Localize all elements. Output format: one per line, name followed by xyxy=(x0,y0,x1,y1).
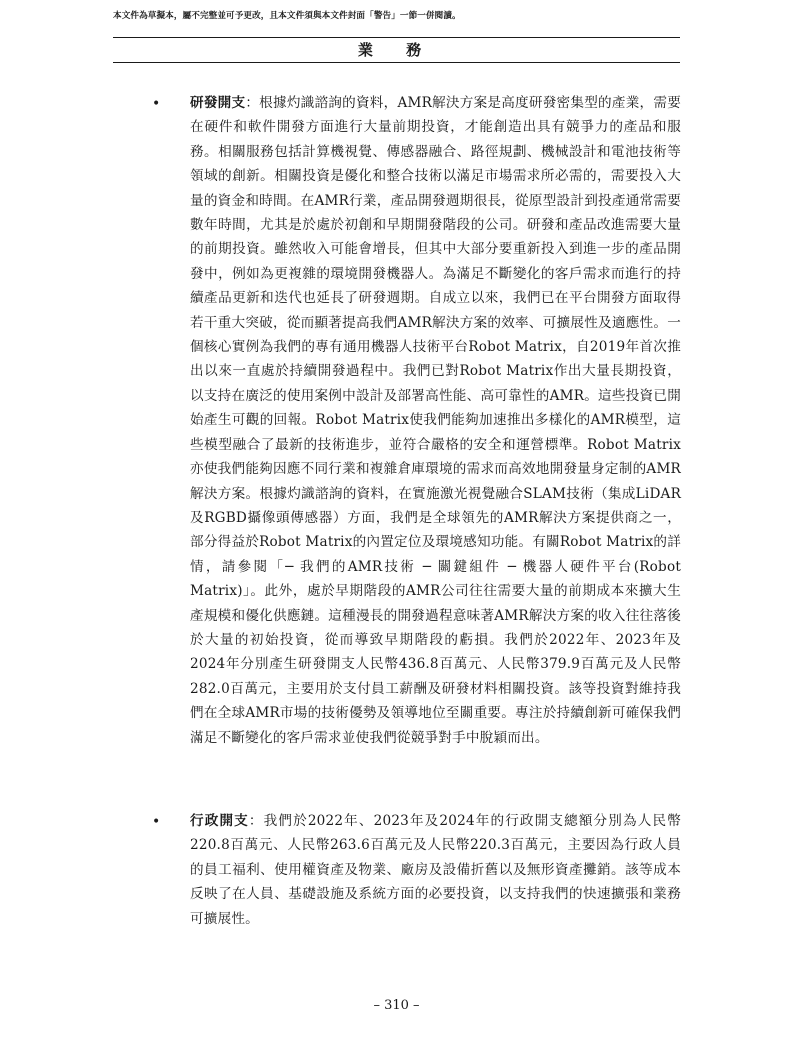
admin-expenses-heading: 行政開支 xyxy=(190,813,249,829)
rd-expenses-heading: 研發開支 xyxy=(190,95,246,111)
bullet-marker: • xyxy=(152,96,161,112)
admin-expenses-body: ：我們於2022年、2023年及2024年的行政開支總額分別為人民幣220.8百萬元、人民幣263.6百萬元及人民幣220.3百萬元，主要因為行政人員的員工福利、使用權資產及物業、廠房及設備折舊以及無形資產攤銷。該等成本反映了在人員、基礎設施及系統方面的必要投資，以支持我們的快速擴張和業務可擴展性。 xyxy=(190,813,681,927)
bullet-marker: • xyxy=(152,814,161,830)
header-rule-bottom xyxy=(113,62,680,63)
section-title: 業 務 xyxy=(357,41,436,59)
admin-expenses-paragraph xyxy=(190,809,681,931)
rd-expenses-paragraph xyxy=(190,91,681,750)
header-rule-top xyxy=(113,37,680,38)
draft-disclaimer: 本文件為草擬本，屬不完整並可予更改，且本文件須與本文件封面「警告」一節一併閱讀。 xyxy=(113,11,461,21)
page-number: – 310 – xyxy=(373,998,420,1013)
rd-expenses-body: ：根據灼識諮詢的資料，AMR解決方案是高度研發密集型的產業，需要在硬件和軟件開發方面進行大量前期投資，才能創造出具有競爭力的產品和服務。相關服務包括計算機視覺、傳感器融合、路徑規劃、機械設計和電池技術等領域的創新。相關投資是優化和整合技術以滿足市場需求所必需的，需要投入大量的資金和時間。在AMR行業，產品開發週期很長，從原型設計到投產通常需要數年時間，尤其是於處於初創和早期開發階段的公司。研發和產品改進需要大量的前期投資。雖然收入可能會增長，但其中大部分要重新投入到進一步的產品開發中，例如為更複雜的環境開發機器人。為滿足不斷變化的客戶需求而進行的持續產品更新和迭代也延長了研發週期。自成立以來，我們已在平台開發方面取得若干重大突破，從而顯著提高我們AMR解決方案的效率、可擴展性及適應性。一個核心實例為我們的專有通用機器人技術平台Robot Matrix，自2019年首次推出以來一直處於持續開發過程中。我們已對Robot Matrix作出大量長期投資，以支持在廣泛的使用案例中設計及部署高性能、高可靠性的AMR。這些投資已開始產生可觀的回報。Robot Matrix使我們能夠加速推出多樣化的AMR模型，這些模型融合了最新的技術進步，並符合嚴格的安全和運營標準。Robot Matrix亦使我們能夠因應不同行業和複雜倉庫環境的需求而高效地開發量身定制的AMR解決方案。根據灼識諮詢的資料，在實施激光視覺融合SLAM技術（集成LiDAR及RGBD攝像頭傳感器）方面，我們是全球領先的AMR解決方案提供商之一，部分得益於Robot Matrix的內置定位及環境感知功能。有關Robot Matrix的詳情，請參閱「─ 我們的AMR技術 ─ 關鍵組件 ─ 機器人硬件平台(Robot Matrix)」。此外，處於早期階段的AMR公司往往需要大量的前期成本來擴大生產規模和優化供應鏈。這種漫長的開發過程意味著AMR解決方案的收入往往落後於大量的初始投資，從而導致早期階段的虧損。我們於2022年、2023年及2024年分別產生研發開支人民幣436.8百萬元、人民幣379.9百萬元及人民幣282.0百萬元，主要用於支付員工薪酬及研發材料相關投資。該等投資對維持我們在全球AMR市場的技術優勢及領導地位至關重要。專注於持續創新可確保我們滿足不斷變化的客戶需求並使我們從競爭對手中脫穎而出。 xyxy=(190,95,681,746)
